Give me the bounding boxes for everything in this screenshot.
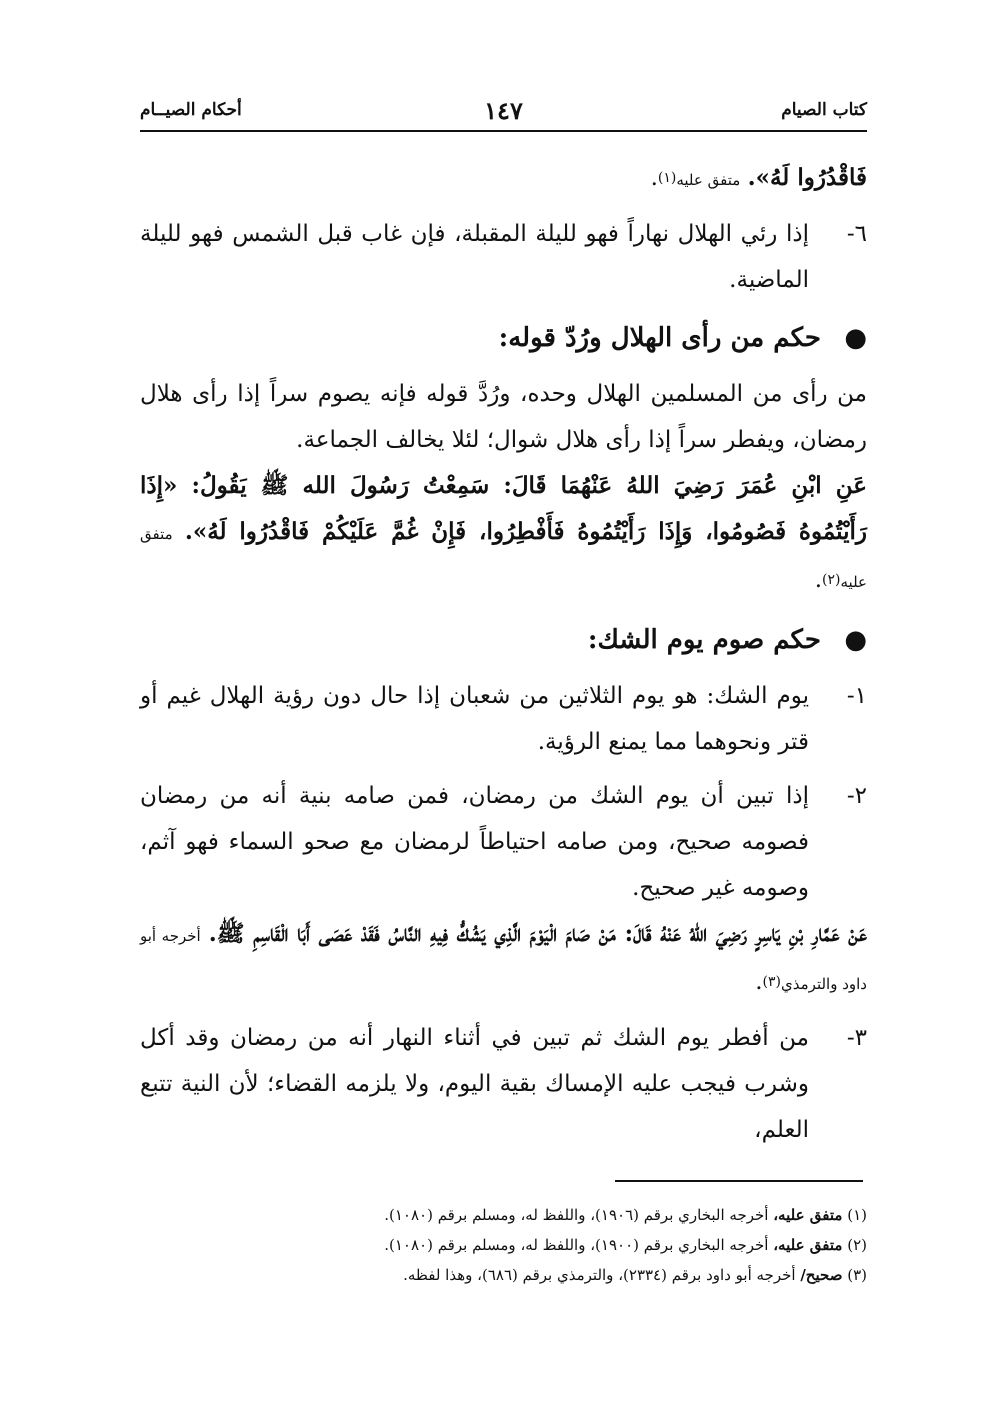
footnote-grade: صحيح/	[800, 1266, 843, 1284]
bullet-icon: ●	[844, 625, 867, 655]
footnote-3	[140, 1260, 867, 1290]
footnote-text: أخرجه البخاري برقم (١٩٠٠)، واللفظ له، ومسلم برقم (١٠٨٠).	[384, 1236, 769, 1254]
footnote-text: أخرجه أبو داود برقم (٢٣٣٤)، والترمذي برقم (٦٨٦)، وهذا لفظه.	[403, 1266, 796, 1284]
item-text: إذا رئي الهلال نهاراً فهو لليلة المقبلة، فإن غاب قبل الشمس فهو لليلة الماضية.	[140, 221, 809, 293]
footnote-text: أخرجه البخاري برقم (١٩٠٦)، واللفظ له، ومسلم برقم (١٠٨٠).	[384, 1206, 769, 1224]
footnote-ref: (٣)	[762, 974, 782, 990]
header-divider	[140, 130, 867, 132]
bullet-icon: ●	[844, 323, 867, 353]
footnotes	[140, 1200, 867, 1290]
hadith-text: عَنِ ابْنِ عُمَرَ رَضِيَ اللهُ عَنْهُمَا قَالَ: سَمِعْتُ رَسُولَ الله ﷺ يَقُولُ: «إِذَا رَأَيْتُمُوهُ فَصُومُوا، وَإِذَا رَأَيْتُمُوهُ فَأَفْطِرُوا، فَإِنْ غُمَّ عَلَيْكُمْ فَاقْدُرُوا لَهُ».	[140, 472, 868, 545]
quote-end: فَاقْدُرُوا لَهُ».	[747, 164, 867, 191]
footnote-grade: متفق عليه،	[773, 1206, 843, 1224]
list-item-3	[140, 1015, 867, 1153]
footnote-number: (٢)	[847, 1236, 867, 1254]
page-body	[140, 155, 867, 1153]
footnote-grade: متفق عليه،	[773, 1236, 843, 1254]
item-number: ١-	[846, 683, 867, 709]
footnote-number: (٣)	[847, 1266, 867, 1284]
footnote-number: (١)	[847, 1206, 867, 1224]
agreed-label: متفق عليه	[140, 525, 867, 591]
footnote-ref: (١)	[657, 170, 677, 186]
footnote-1	[140, 1200, 867, 1230]
section-title: حكم صوم يوم الشك:	[587, 625, 821, 655]
item-number: ٦-	[846, 221, 867, 247]
footnote-ref: (٢)	[822, 572, 841, 588]
section-heading-doubt-day	[140, 617, 867, 663]
item-number: ٢-	[846, 783, 867, 809]
page-number: ١٤٧	[484, 96, 523, 125]
item-text: يوم الشك: هو يوم الثلاثين من شعبان إذا حال دون رؤية الهلال غيم أو قتر ونحوهما مما يمنع الرؤية.	[140, 683, 809, 755]
item-text: من أفطر يوم الشك ثم تبين في أثناء النهار أنه من رمضان وقد أكل وشرب فيجب عليه الإمساك بقية اليوم، ولا يلزمه القضاء؛ لأن النية تتبع العلم،	[140, 1025, 809, 1143]
list-item-2	[140, 773, 867, 911]
section-paragraph: من رأى من المسلمين الهلال وحده، ورُدَّ قوله فإنه يصوم سراً إذا رأى هلال رمضان، ويفطر سراً إذا رأى هلال شوال؛ لئلا يخالف الجماعة.	[140, 381, 867, 453]
hadith-ibn-umar: عَنِ ابْنِ عُمَرَ رَضِيَ اللهُ عَنْهُمَا قَالَ: سَمِعْتُ رَسُولَ الله ﷺ يَقُولُ: «إِذَا رَأَيْتُمُوهُ فَصُومُوا، وَإِذَا رَأَيْتُمُوهُ فَأَفْطِرُوا، فَإِنْ غُمَّ عَلَيْكُمْ فَاقْدُرُوا لَهُ». متفق عليه$^{(٢)}$.	[140, 472, 868, 593]
agreed-label: متفق عليه	[676, 171, 741, 189]
item-text: إذا تبين أن يوم الشك من رمضان، فمن صامه بنية أنه من رمضان فصومه صحيح، ومن صامه احتياطاً لرمضان مع صحو السماء فهو آثم، وصومه غير صحيح.	[140, 783, 809, 901]
header-chapter-title: أحكام الصيــام	[140, 100, 242, 120]
hadith-ammar: عَنْ عَمَّارِ بْنِ يَاسِرٍ رَضِيَ اللهُ عَنْهُ قَالَ: مَنْ صَامَ الْيَوْمَ الَّذِي يَشُكُّ فِيهِ النَّاسُ فَقَدْ عَصَى أَبَا الْقَاسِمِ ﷺ. أخرجه أبو داود والترمذي$^{(٣)}$.	[140, 920, 867, 995]
source-label: أخرجه أبو داود والترمذي	[140, 927, 867, 993]
page-header	[140, 96, 867, 130]
footnote-divider	[615, 1180, 863, 1182]
header-book-title: كتاب الصيام	[781, 100, 867, 120]
hadith-text: عَنْ عَمَّارِ بْنِ يَاسِرٍ رَضِيَ اللهُ عَنْهُ قَالَ: مَنْ صَامَ الْيَوْمَ الَّذِي يَشُكُّ فِيهِ النَّاسُ فَقَدْ عَصَى أَبَا الْقَاسِمِ ﷺ.	[208, 920, 867, 947]
list-item-6	[140, 211, 867, 303]
item-number: ٣-	[846, 1025, 867, 1051]
footnote-2	[140, 1230, 867, 1260]
continued-line: فَاقْدُرُوا لَهُ». متفق عليه$^{(١)}$.	[650, 164, 867, 191]
section-heading-moon-sighting	[140, 315, 867, 361]
list-item-1	[140, 673, 867, 765]
section-title: حكم من رأى الهلال ورُدّ قوله:	[498, 323, 821, 353]
